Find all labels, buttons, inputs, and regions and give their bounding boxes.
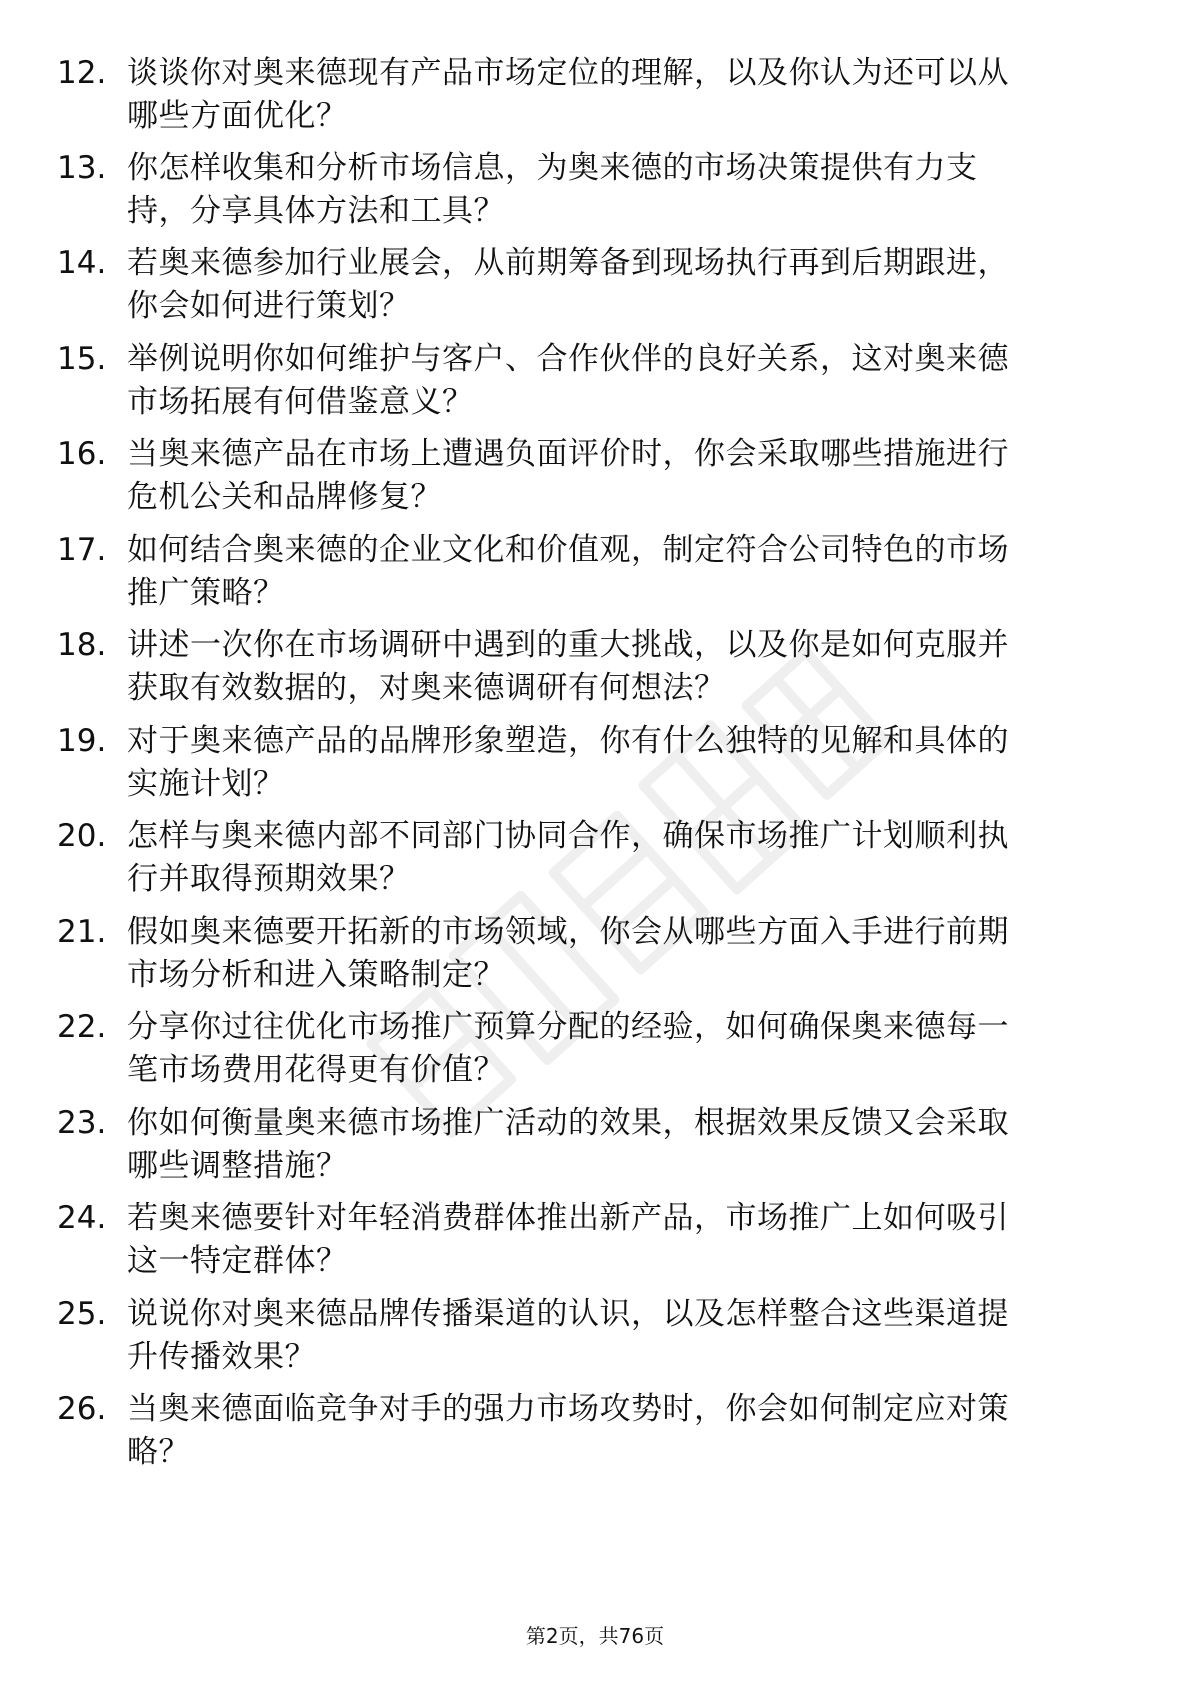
question-text-line: 危机公关和品牌修复？ [127, 479, 442, 515]
question-number: 15. [57, 341, 107, 377]
question-text-line: 推广策略？ [127, 575, 285, 611]
question-text-line: 哪些方面优化？ [127, 98, 348, 134]
question-text-line: 你会如何进行策划？ [127, 288, 411, 324]
question-text-line: 市场拓展有何借鉴意义？ [127, 384, 474, 420]
question-item [0, 528, 1190, 618]
page-number: 第2页，共76页 [525, 1624, 665, 1648]
question-text-line: 你怎样收集和分析市场信息，为奥来德的市场决策提供有力支 [127, 150, 978, 186]
question-text-line: 哪些调整措施？ [127, 1148, 348, 1184]
question-number: 23. [57, 1105, 107, 1141]
question-number: 21. [57, 914, 107, 950]
question-text-line: 获取有效数据的，对奥来德调研有何想法？ [127, 670, 726, 706]
question-text-line: 笔市场费用花得更有价值？ [127, 1052, 505, 1088]
question-number: 13. [57, 150, 107, 186]
question-item [0, 1387, 1190, 1477]
question-text-line: 持，分享具体方法和工具？ [127, 193, 505, 229]
question-text-line: 说说你对奥来德品牌传播渠道的认识，以及怎样整合这些渠道提 [127, 1296, 1009, 1332]
question-number: 18. [57, 627, 107, 663]
question-number: 14. [57, 245, 107, 281]
question-text-line: 略？ [127, 1434, 190, 1470]
question-text-line: 市场分析和进入策略制定？ [127, 957, 505, 993]
question-text-line: 当奥来德面临竞争对手的强力市场攻势时，你会如何制定应对策 [127, 1391, 1009, 1427]
question-text-line: 行并取得预期效果？ [127, 861, 411, 897]
question-text-line: 怎样与奥来德内部不同部门协同合作，确保市场推广计划顺利执 [127, 818, 1009, 854]
question-item [0, 1101, 1190, 1191]
question-item [0, 623, 1190, 713]
question-item [0, 1005, 1190, 1095]
question-text-line: 当奥来德产品在市场上遭遇负面评价时，你会采取哪些措施进行 [127, 436, 1009, 472]
question-text-line: 举例说明你如何维护与客户、合作伙伴的良好关系，这对奥来德 [127, 341, 1009, 377]
question-text-line: 升传播效果？ [127, 1339, 316, 1375]
question-number: 25. [57, 1296, 107, 1332]
question-text-line: 谈谈你对奥来德现有产品市场定位的理解，以及你认为还可以从 [127, 55, 1009, 91]
question-item [0, 432, 1190, 522]
question-text-line: 你如何衡量奥来德市场推广活动的效果，根据效果反馈又会采取 [127, 1105, 1009, 1141]
question-item [0, 146, 1190, 236]
question-text-line: 讲述一次你在市场调研中遇到的重大挑战，以及你是如何克服并 [127, 627, 1009, 663]
question-item [0, 814, 1190, 904]
question-text-line: 对于奥来德产品的品牌形象塑造，你有什么独特的见解和具体的 [127, 723, 1009, 759]
question-item [0, 1196, 1190, 1286]
question-text-line: 如何结合奥来德的企业文化和价值观，制定符合公司特色的市场 [127, 532, 1009, 568]
question-number: 26. [57, 1391, 107, 1427]
question-number: 20. [57, 818, 107, 854]
question-item [0, 337, 1190, 427]
question-item [0, 51, 1190, 141]
question-item [0, 1292, 1190, 1382]
question-text-line: 若奥来德要针对年轻消费群体推出新产品，市场推广上如何吸引 [127, 1200, 1009, 1236]
question-text-line: 这一特定群体？ [127, 1243, 348, 1279]
question-number: 19. [57, 723, 107, 759]
question-item [0, 719, 1190, 809]
question-text-line: 若奥来德参加行业展会，从前期筹备到现场执行再到后期跟进， [127, 245, 1009, 281]
question-text-line: 分享你过往优化市场推广预算分配的经验，如何确保奥来德每一 [127, 1009, 1009, 1045]
question-number: 17. [57, 532, 107, 568]
question-text-line: 假如奥来德要开拓新的市场领域，你会从哪些方面入手进行前期 [127, 914, 1009, 950]
question-text-line: 实施计划？ [127, 766, 285, 802]
question-item [0, 241, 1190, 331]
question-number: 12. [57, 55, 107, 91]
question-item [0, 910, 1190, 1000]
question-number: 16. [57, 436, 107, 472]
question-number: 22. [57, 1009, 107, 1045]
question-number: 24. [57, 1200, 107, 1236]
